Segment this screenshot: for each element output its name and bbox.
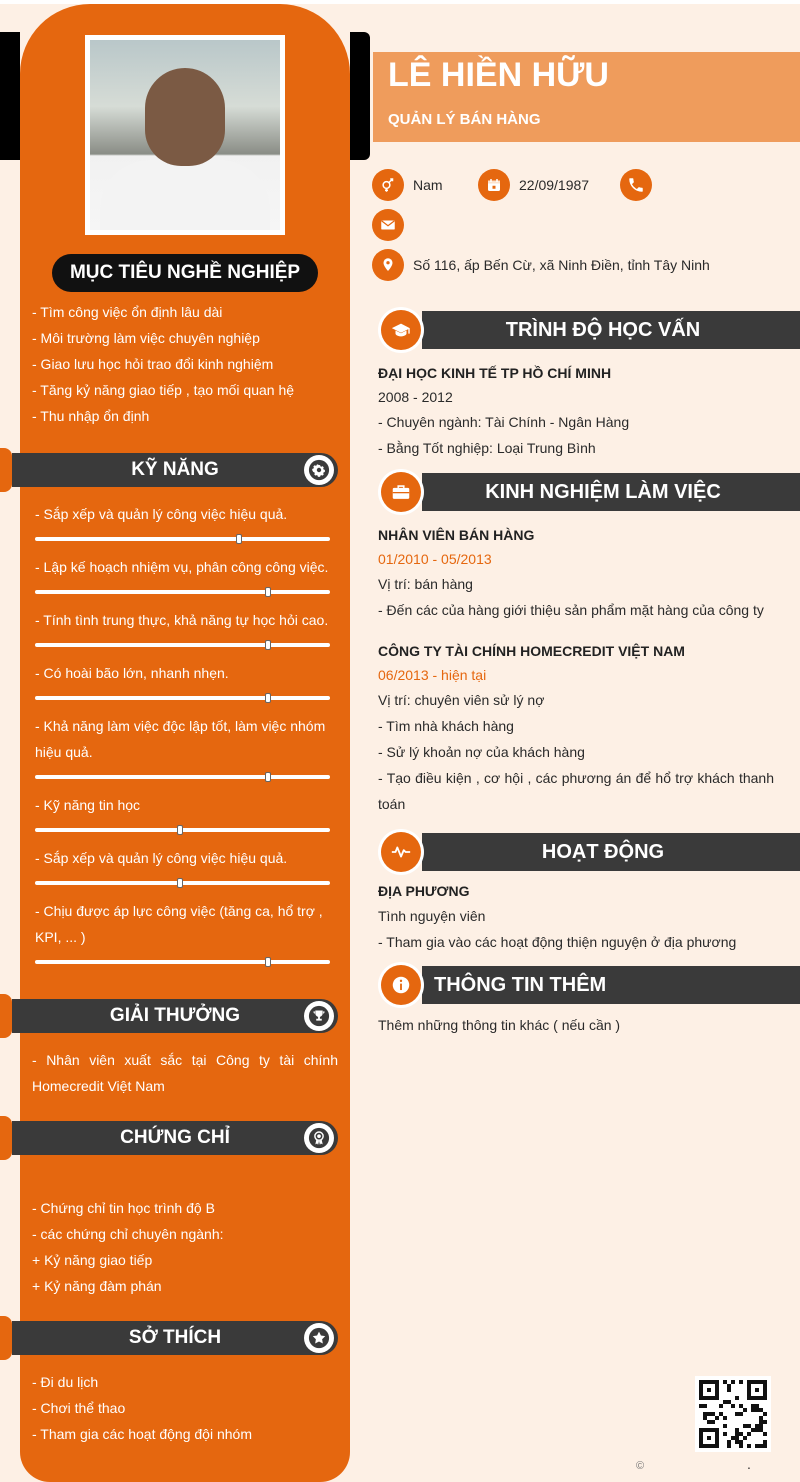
- job-line: - Tìm nhà khách hàng: [378, 718, 514, 734]
- mail-icon[interactable]: [372, 209, 404, 241]
- skill-label: - Kỹ năng tin học: [35, 797, 141, 813]
- education-years: 2008 - 2012: [378, 389, 453, 405]
- hobby-item: - Chơi thể thao: [32, 1400, 126, 1416]
- activity-desc: - Tham gia vào các hoạt động thiện nguyện ở địa phương: [378, 934, 737, 950]
- job-line: - Đến các của hàng giới thiệu sản phẩm mặt hàng của công ty: [378, 602, 764, 618]
- education-header: [378, 307, 800, 353]
- awards-header: [12, 999, 338, 1033]
- activity-role: Tình nguyện viên: [378, 908, 486, 924]
- objective-item: - Giao lưu học hỏi trao đổi kinh nghiệm: [32, 356, 274, 372]
- hobbies-list: [32, 1369, 338, 1447]
- experience-title: KINH NGHIỆM LÀM VIỆC: [485, 481, 721, 503]
- skill-label: - Khả năng làm việc độc lập tốt, làm việc nhóm hiệu quả.: [35, 718, 326, 760]
- star-icon: [304, 1323, 334, 1353]
- job-company: CÔNG TY TÀI CHÍNH HOMECREDIT VIỆT NAM: [378, 643, 685, 659]
- certificates-header: [12, 1121, 338, 1155]
- skill-bar: [35, 590, 330, 594]
- certificate-item: - Chứng chỉ tin học trình độ B: [32, 1200, 215, 1216]
- skill-bar: [35, 960, 330, 964]
- candidate-position: QUẢN LÝ BÁN HÀNG: [388, 111, 541, 128]
- awards-title: GIẢI THƯỞNG: [109, 1005, 241, 1026]
- job-line: - Sử lý khoản nợ của khách hàng: [378, 744, 585, 760]
- skill-item: [35, 554, 330, 594]
- certificates-list: [32, 1195, 338, 1299]
- skills-header: [12, 453, 338, 487]
- more-text: Thêm những thông tin khác ( nếu cần ): [378, 1017, 621, 1033]
- skill-level-handle: [177, 878, 183, 888]
- trophy-icon: [304, 1001, 334, 1031]
- job-period: 06/2013 - hiện tại: [378, 667, 487, 683]
- birthday-value: 22/09/1987: [519, 177, 590, 193]
- activities-title: HOẠT ĐỘNG: [541, 841, 665, 863]
- objective-item: - Thu nhập ổn định: [32, 408, 150, 424]
- skills-title: KỸ NĂNG: [131, 459, 219, 480]
- certificate-item: + Kỷ năng đàm phán: [32, 1278, 162, 1294]
- skill-item: [35, 845, 330, 885]
- job-line: Vị trí: bán hàng: [378, 576, 473, 592]
- copyright-mark: ©: [636, 1460, 645, 1472]
- hobbies-title: SỞ THÍCH: [128, 1327, 222, 1348]
- activity-org: ĐỊA PHƯƠNG: [378, 883, 470, 899]
- skill-label: - Có hoài bão lớn, nhanh nhẹn.: [35, 665, 229, 681]
- gear-icon: [304, 455, 334, 485]
- pulse-icon: [381, 832, 421, 872]
- education-school: ĐẠI HỌC KINH TẾ TP HỒ CHÍ MINH: [378, 365, 612, 381]
- awards-text: - Nhân viên xuất sắc tại Công ty tài chính Homecredit Việt Nam: [32, 1052, 338, 1094]
- side-tab: [0, 1116, 12, 1160]
- skill-bar: [35, 696, 330, 700]
- education-degree: - Bằng Tốt nghiệp: Loại Trung Bình: [378, 440, 596, 456]
- certificates-title: CHỨNG CHỈ: [120, 1127, 230, 1148]
- job-period: 01/2010 - 05/2013: [378, 551, 492, 567]
- experience-header: [378, 469, 800, 515]
- skill-label: - Sắp xếp và quản lý công việc hiệu quả.: [35, 850, 288, 866]
- skill-item: [35, 792, 330, 832]
- gender-icon: [372, 169, 404, 201]
- certificate-item: - các chứng chỉ chuyên ngành:: [32, 1226, 224, 1242]
- more-header: [378, 962, 800, 1008]
- skill-item: [35, 660, 330, 700]
- skill-label: - Tính tình trung thực, khả năng tự học hỏi cao.: [35, 612, 329, 628]
- skill-level-handle: [265, 640, 271, 650]
- skill-label: - Lập kế hoạch nhiệm vụ, phân công công việc.: [35, 559, 329, 575]
- calendar-icon: [478, 169, 510, 201]
- profile-photo: [85, 35, 285, 235]
- skill-bar: [35, 881, 330, 885]
- job-company: NHÂN VIÊN BÁN HÀNG: [378, 527, 535, 543]
- more-title: THÔNG TIN THÊM: [434, 974, 607, 996]
- phone-icon[interactable]: [620, 169, 652, 201]
- job-line: - Tạo điều kiện , cơ hội , các phương án để hổ trợ khách thanh toán: [378, 770, 774, 812]
- skill-level-handle: [265, 957, 271, 967]
- qr-code: [695, 1376, 771, 1452]
- skill-label: - Sắp xếp và quản lý công việc hiệu quả.: [35, 506, 288, 522]
- skill-level-handle: [236, 534, 242, 544]
- skill-level-handle: [265, 693, 271, 703]
- side-tab: [0, 448, 12, 492]
- job-line: Vị trí: chuyên viên sử lý nợ: [378, 692, 545, 708]
- skill-bar: [35, 537, 330, 541]
- skill-label: - Chịu được áp lực công việc (tăng ca, hổ trợ , KPI, ... ): [35, 903, 323, 945]
- candidate-name: LÊ HIỀN HỮU: [388, 56, 609, 94]
- objective-item: - Tìm công việc ổn định lâu dài: [32, 304, 223, 320]
- side-tab: [0, 1316, 12, 1360]
- decor-block-right: [350, 32, 370, 160]
- cv-page: [0, 4, 800, 1482]
- hobby-item: - Đi du lịch: [32, 1374, 99, 1390]
- skill-bar: [35, 775, 330, 779]
- activities-header: [378, 829, 800, 875]
- objective-title: MỤC TIÊU NGHỀ NGHIỆP: [52, 254, 318, 292]
- gender-value: Nam: [413, 177, 443, 193]
- education-major: - Chuyên ngành: Tài Chính - Ngân Hàng: [378, 414, 630, 430]
- objective-item: - Môi trường làm việc chuyên nghiệp: [32, 330, 260, 346]
- footer-dot: .: [747, 1456, 751, 1472]
- info-icon: [381, 965, 421, 1005]
- skill-item: [35, 607, 330, 647]
- skill-item: [35, 501, 330, 541]
- medal-icon: [304, 1123, 334, 1153]
- side-tab: [0, 994, 12, 1038]
- decor-block-left: [0, 32, 20, 160]
- skill-level-handle: [177, 825, 183, 835]
- skill-level-handle: [265, 772, 271, 782]
- address-value: Số 116, ấp Bến Cừ, xã Ninh Điền, tỉnh Tây Ninh: [413, 257, 710, 273]
- location-icon: [372, 249, 404, 281]
- hobbies-header: [12, 1321, 338, 1355]
- objective-list: [32, 299, 338, 429]
- education-title: TRÌNH ĐỘ HỌC VẤN: [505, 319, 701, 341]
- skill-item: [35, 898, 330, 964]
- hobby-item: - Tham gia các hoạt động đội nhóm: [32, 1426, 252, 1442]
- certificate-item: + Kỷ năng giao tiếp: [32, 1252, 153, 1268]
- briefcase-icon: [381, 472, 421, 512]
- skill-bar: [35, 643, 330, 647]
- objective-item: - Tăng kỷ năng giao tiếp , tạo mối quan hệ: [32, 382, 295, 398]
- skill-item: [35, 713, 330, 779]
- skill-bar: [35, 828, 330, 832]
- skill-level-handle: [265, 587, 271, 597]
- graduation-cap-icon: [381, 310, 421, 350]
